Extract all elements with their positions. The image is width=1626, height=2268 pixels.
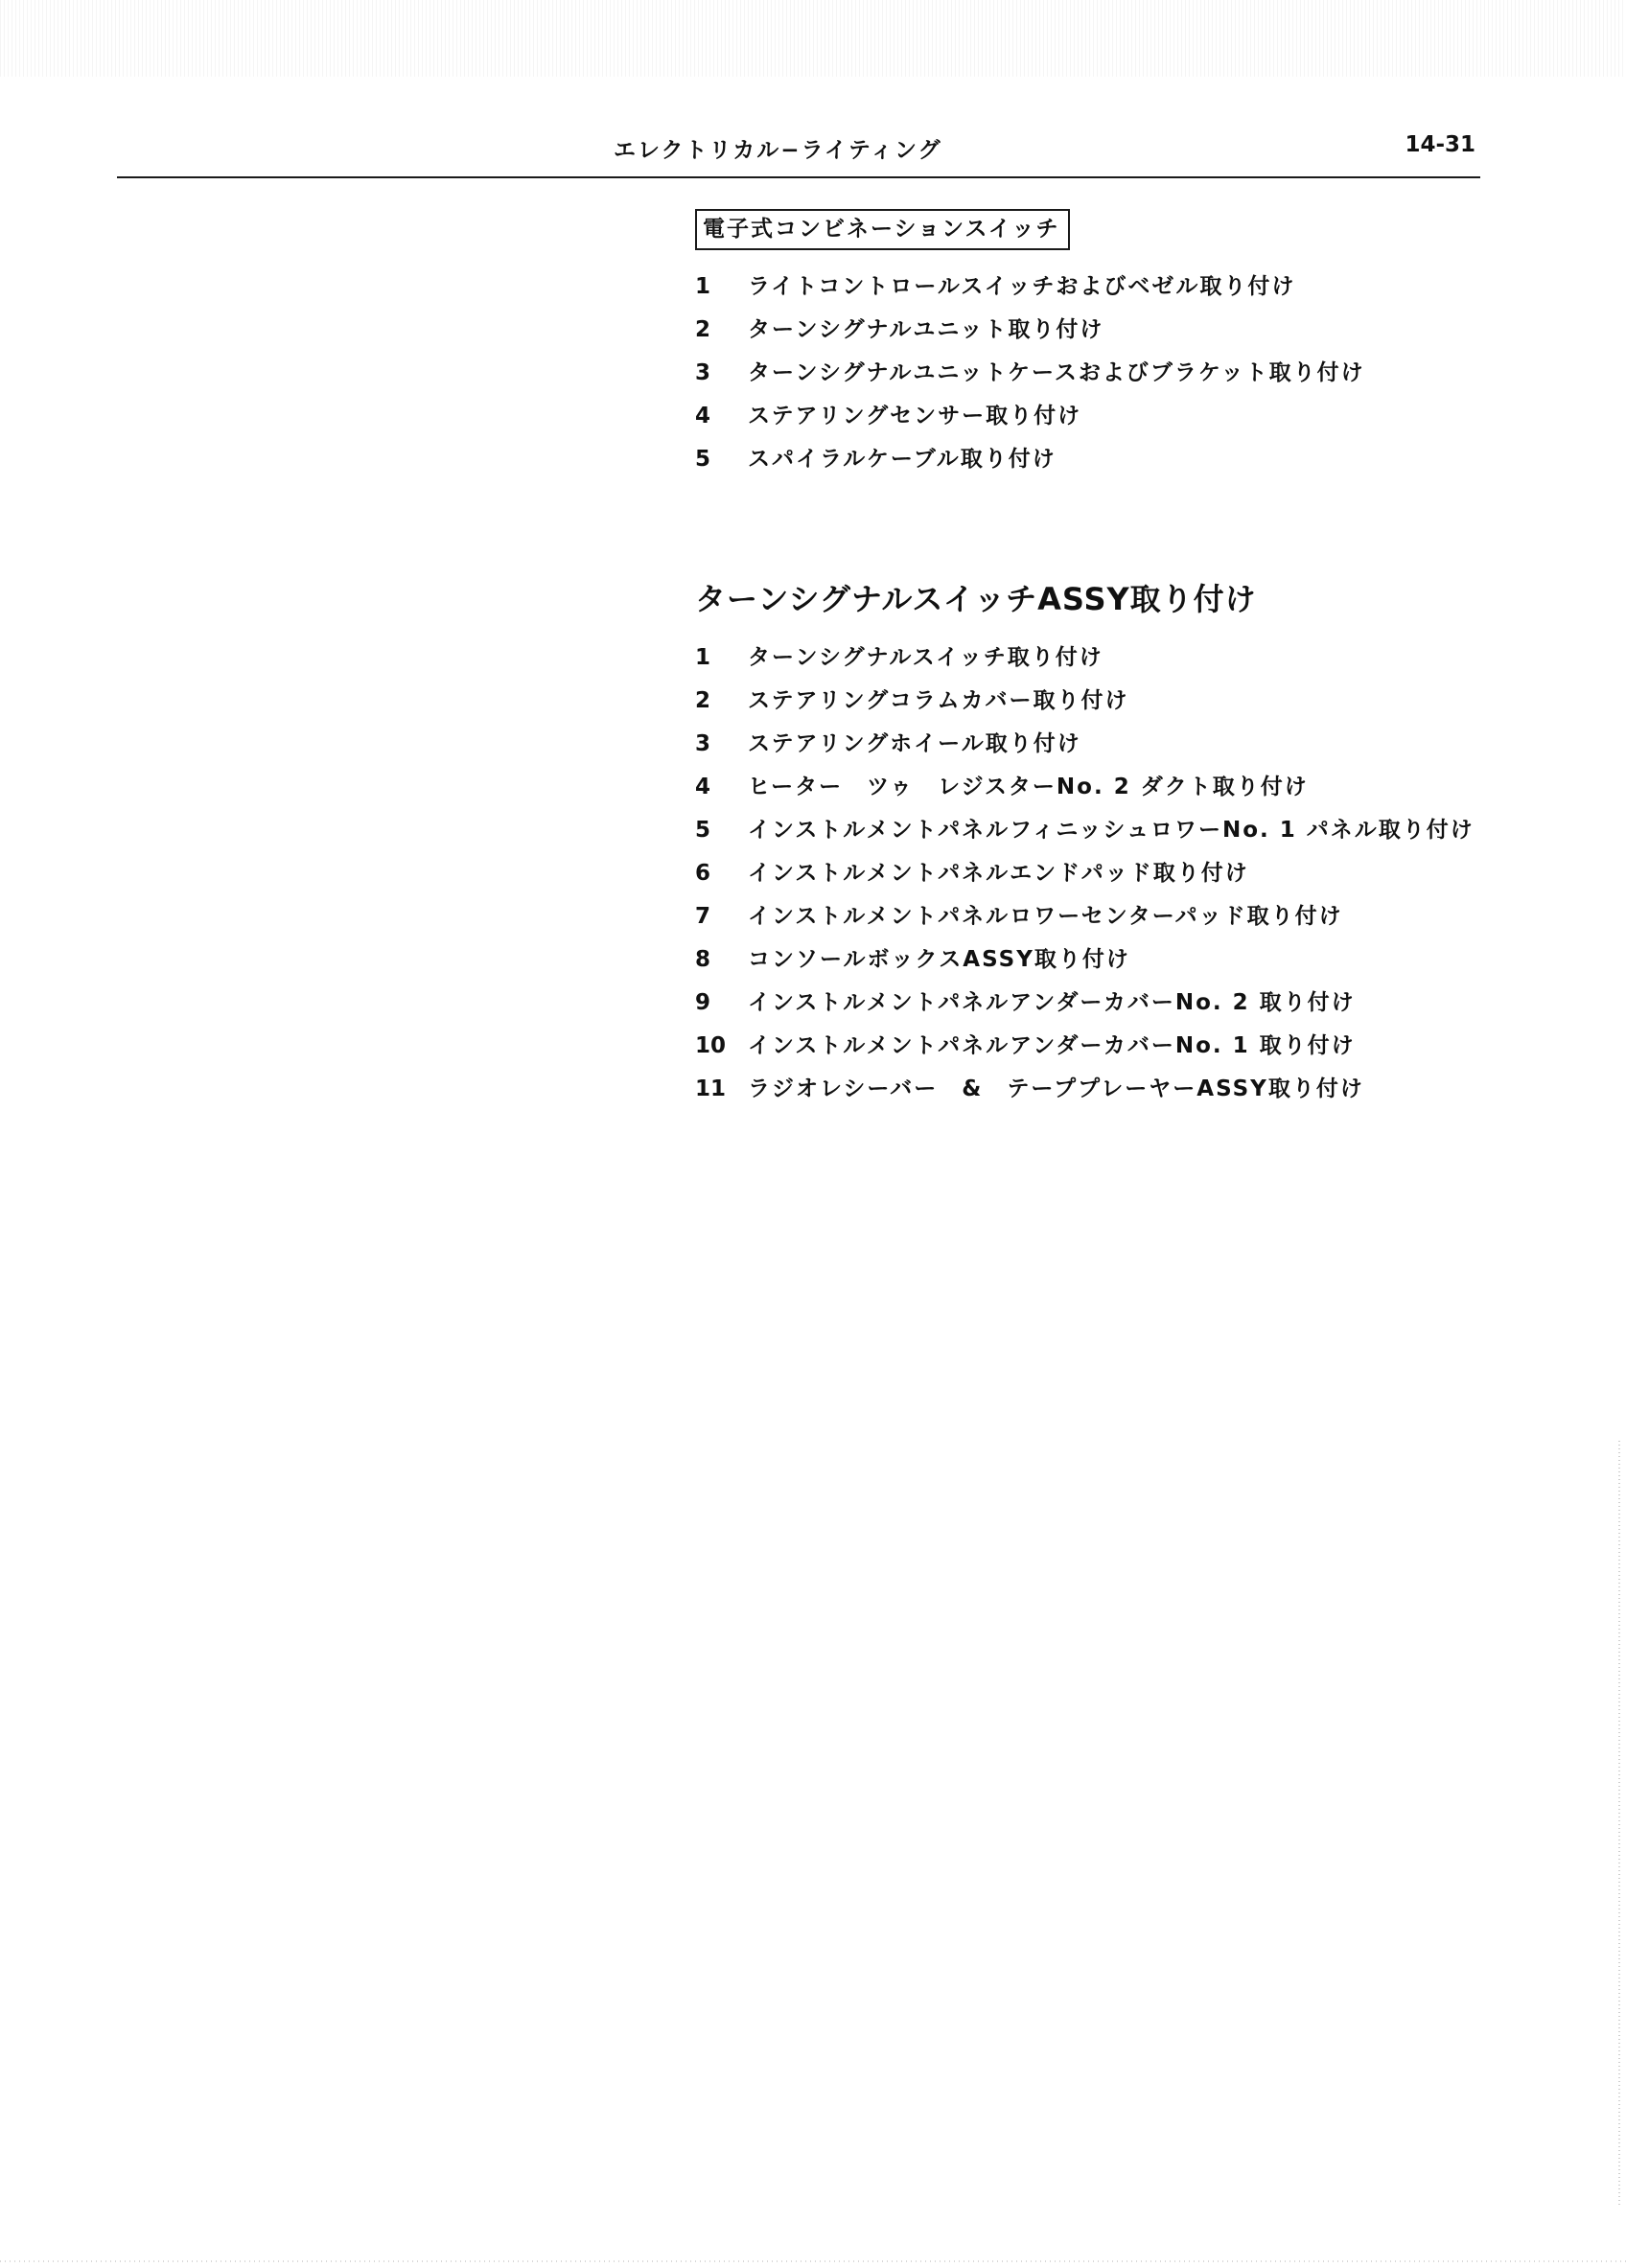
chapter-title: エレクトリカル−ライティング <box>614 138 942 163</box>
section-turn-signal-switch-assy <box>695 575 1491 1111</box>
step-number: 1 <box>695 274 711 299</box>
step-text: インストルメントパネルアンダーカバーNo. 1 取り付け <box>748 1033 1356 1058</box>
step-number: 3 <box>695 360 711 385</box>
step-number: 2 <box>695 317 711 342</box>
step-number: 10 <box>695 1033 727 1058</box>
step-text: スパイラルケーブル取り付け <box>748 447 1057 472</box>
list-item <box>695 680 1491 723</box>
header-divider <box>117 176 1480 178</box>
step-number: 5 <box>695 818 711 843</box>
list-item <box>695 938 1491 982</box>
list-item <box>695 309 1491 352</box>
step-number: 3 <box>695 731 711 756</box>
scan-edge-right <box>1618 1438 1620 2205</box>
step-number: 4 <box>695 404 711 428</box>
step-number: 9 <box>695 990 711 1015</box>
list-item <box>695 266 1491 309</box>
step-text: ライトコントロールスイッチおよびベゼル取り付け <box>748 274 1296 299</box>
step-text: インストルメントパネルアンダーカバーNo. 2 取り付け <box>748 990 1356 1015</box>
list-item <box>695 395 1491 438</box>
scan-edge-bottom <box>0 2260 1626 2262</box>
list-item <box>695 1025 1491 1068</box>
step-text: インストルメントパネルフィニッシュロワーNo. 1 パネル取り付け <box>748 818 1475 843</box>
list-item <box>695 766 1491 809</box>
step-number: 2 <box>695 688 711 713</box>
step-number: 6 <box>695 861 711 886</box>
page-header <box>117 127 1480 180</box>
step-text: ターンシグナルスイッチ取り付け <box>748 645 1103 670</box>
step-list <box>695 636 1491 1111</box>
list-item <box>695 352 1491 395</box>
page-number: 14-31 <box>1405 132 1475 157</box>
list-item <box>695 723 1491 766</box>
step-text: コンソールボックスASSY取り付け <box>748 947 1130 972</box>
step-text: インストルメントパネルエンドパッド取り付け <box>748 861 1249 886</box>
step-number: 4 <box>695 775 711 799</box>
list-item <box>695 895 1491 938</box>
list-item <box>695 1068 1491 1111</box>
step-number: 1 <box>695 645 711 670</box>
step-number: 8 <box>695 947 711 972</box>
step-text: ステアリングコラムカバー取り付け <box>748 688 1129 713</box>
step-text: ヒーター ツゥ レジスターNo. 2 ダクト取り付け <box>748 775 1309 799</box>
step-number: 7 <box>695 904 711 929</box>
step-text: ターンシグナルユニットケースおよびブラケット取り付け <box>748 360 1365 385</box>
list-item <box>695 809 1491 852</box>
step-number: 11 <box>695 1076 727 1101</box>
section-electronic-combination-switch <box>695 209 1491 481</box>
scan-noise-top <box>0 0 1626 77</box>
step-text: ラジオレシーバー & テーププレーヤーASSY取り付け <box>748 1076 1364 1101</box>
section-heading: ターンシグナルスイッチASSY取り付け <box>695 581 1257 617</box>
step-text: インストルメントパネルロワーセンターパッド取り付け <box>748 904 1343 929</box>
step-text: ターンシグナルユニット取り付け <box>748 317 1104 342</box>
list-item <box>695 982 1491 1025</box>
section-heading-boxed: 電子式コンビネーションスイッチ <box>695 209 1070 250</box>
step-number: 5 <box>695 447 711 472</box>
list-item <box>695 636 1491 680</box>
step-text: ステアリングホイール取り付け <box>748 731 1081 756</box>
step-list <box>695 266 1491 481</box>
list-item <box>695 852 1491 895</box>
list-item <box>695 438 1491 481</box>
step-text: ステアリングセンサー取り付け <box>748 404 1082 428</box>
main-content <box>695 209 1491 1111</box>
